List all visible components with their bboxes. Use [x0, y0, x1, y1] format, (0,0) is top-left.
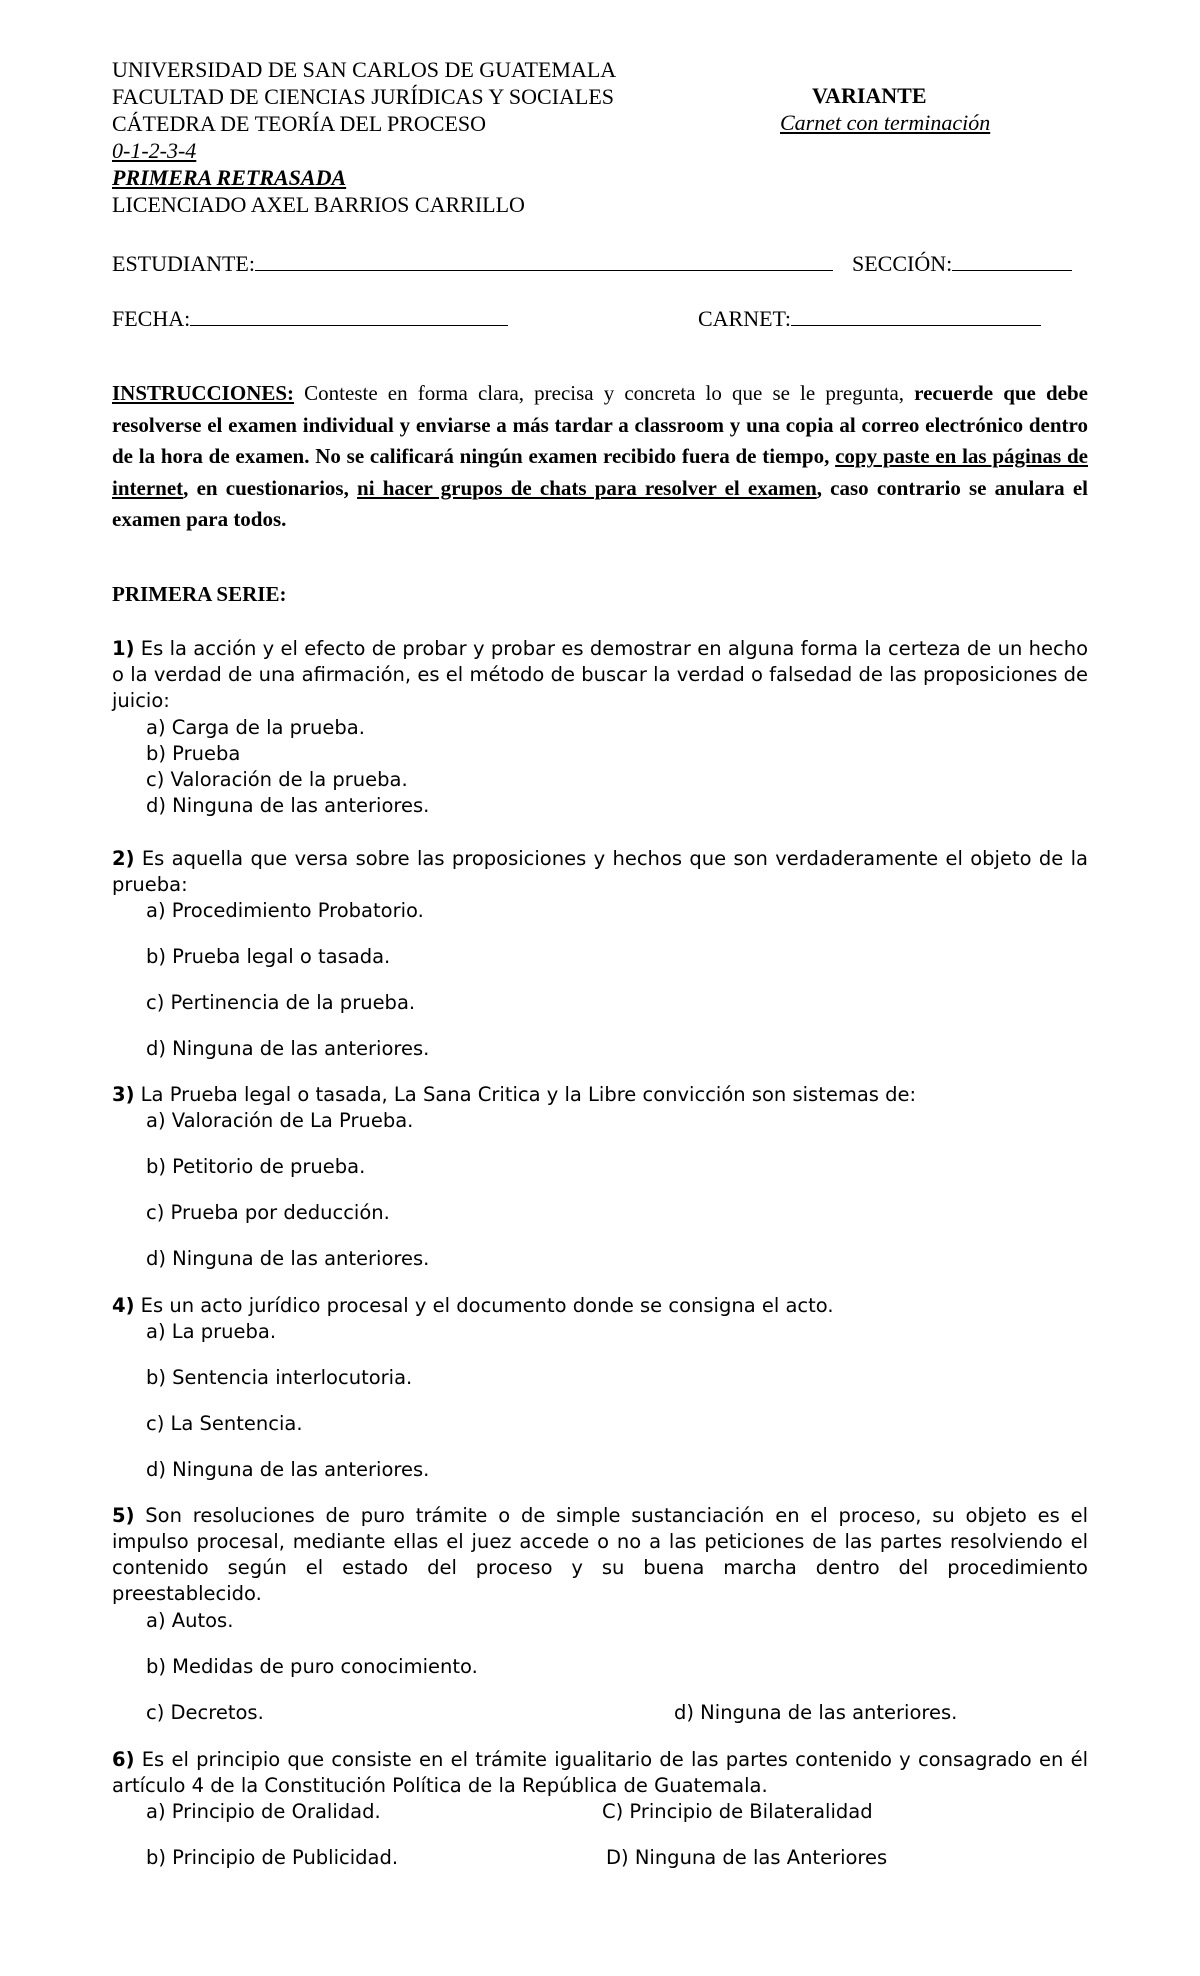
- instructions-text-1: Conteste en forma clara, precisa y concreta lo que se le pregunta,: [294, 381, 915, 405]
- faculty-name: FACULTAD DE CIENCIAS JURÍDICAS Y SOCIALES: [112, 84, 615, 109]
- date-field: [112, 303, 508, 332]
- question-6-option-b[interactable]: b) Principio de Publicidad.: [146, 1846, 399, 1869]
- question-4-option-b[interactable]: b) Sentencia interlocutoria.: [146, 1366, 413, 1389]
- question-1-option-c[interactable]: c) Valoración de la prueba.: [146, 768, 408, 791]
- question-6-body: Es el principio que consiste en el trámite igualitario de las partes contenido y consagrado en él artículo 4 de la Constitución Política de la República de Guatemala.: [112, 1748, 1088, 1797]
- instructions-text-6: , caso contrario se anulara el examen para todos.: [112, 475, 1089, 531]
- question-2-number: 2): [112, 847, 135, 870]
- instructions-paragraph: [112, 378, 1088, 536]
- question-2-option-c[interactable]: c) Pertinencia de la prueba.: [146, 991, 416, 1014]
- question-3-text: [112, 1082, 1088, 1108]
- carnet-input-line[interactable]: [791, 303, 1041, 326]
- question-5-option-c[interactable]: c) Decretos.: [146, 1701, 264, 1724]
- variant-label: VARIANTE: [812, 83, 927, 108]
- question-3-option-d[interactable]: d) Ninguna de las anteriores.: [146, 1247, 430, 1270]
- section-input-line[interactable]: [952, 248, 1072, 271]
- question-2-body: Es aquella que versa sobre las proposiciones y hechos que son verdaderamente el objeto de la prueba:: [112, 847, 1088, 896]
- exam-type: PRIMERA RETRASADA: [112, 165, 347, 190]
- student-input-line[interactable]: [255, 248, 833, 271]
- question-6-option-d[interactable]: D) Ninguna de las Anteriores: [606, 1846, 888, 1869]
- question-2-text: [112, 846, 1088, 898]
- question-1-option-a[interactable]: a) Carga de la prueba.: [146, 716, 365, 739]
- question-2-option-b[interactable]: b) Prueba legal o tasada.: [146, 945, 391, 968]
- question-2-option-d[interactable]: d) Ninguna de las anteriores.: [146, 1037, 430, 1060]
- question-4-body: Es un acto jurídico procesal y el documento donde se consigna el acto.: [134, 1294, 834, 1317]
- student-label: ESTUDIANTE:: [112, 251, 255, 276]
- question-6-text: [112, 1747, 1088, 1799]
- date-input-line[interactable]: [190, 303, 508, 326]
- date-label: FECHA:: [112, 306, 191, 331]
- instructions-text-5: ni hacer grupos de chats para resolver el examen: [357, 475, 817, 500]
- question-3-option-c[interactable]: c) Prueba por deducción.: [146, 1201, 390, 1224]
- question-3-body: La Prueba legal o tasada, La Sana Critica y la Libre convicción son sistemas de:: [134, 1083, 917, 1106]
- instructions-heading: INSTRUCCIONES:: [112, 381, 295, 405]
- instructions-text-4: , en cuestionarios,: [183, 475, 358, 500]
- question-5-option-b[interactable]: b) Medidas de puro conocimiento.: [146, 1655, 478, 1678]
- section-field: [852, 248, 1072, 277]
- instructions-text-3: copy paste en las páginas de internet: [112, 444, 1088, 500]
- question-5-body: Son resoluciones de puro trámite o de simple sustanciación en el proceso, su objeto es el impulso procesal, mediante ellas el juez accede o no a las peticiones de las partes resolviendo el contenido según el estado del proceso y su buena marcha dentro del procedimiento preestablecido.: [112, 1504, 1088, 1605]
- university-name: UNIVERSIDAD DE SAN CARLOS DE GUATEMALA: [112, 57, 617, 82]
- professor-name: LICENCIADO AXEL BARRIOS CARRILLO: [112, 192, 525, 217]
- question-3-option-a[interactable]: a) Valoración de La Prueba.: [146, 1109, 414, 1132]
- question-4-option-d[interactable]: d) Ninguna de las anteriores.: [146, 1458, 430, 1481]
- section-label: SECCIÓN:: [852, 251, 953, 276]
- question-4-text: [112, 1293, 1088, 1319]
- question-3-option-b[interactable]: b) Petitorio de prueba.: [146, 1155, 366, 1178]
- question-1-text: [112, 636, 1088, 714]
- instructions-text-2: recuerde que debe resolverse el examen individual y enviarse a más tardar a classroom y una copia al correo electrónico dentro de la hora de examen. No se calificará ningún examen recibido fuera de tiempo,: [112, 381, 1088, 468]
- question-6-option-c[interactable]: C) Principio de Bilateralidad: [602, 1800, 873, 1823]
- variant-subtitle: Carnet con terminación: [780, 110, 991, 135]
- student-field: [112, 248, 833, 277]
- question-6-number: 6): [112, 1748, 135, 1771]
- question-4-option-a[interactable]: a) La prueba.: [146, 1320, 277, 1343]
- question-4-number: 4): [112, 1294, 135, 1317]
- question-1-option-d[interactable]: d) Ninguna de las anteriores.: [146, 794, 430, 817]
- serie-title: PRIMERA SERIE:: [112, 582, 287, 606]
- question-5-option-a[interactable]: a) Autos.: [146, 1609, 234, 1632]
- question-1-number: 1): [112, 637, 135, 660]
- question-5-text: [112, 1503, 1088, 1607]
- question-4-option-c[interactable]: c) La Sentencia.: [146, 1412, 303, 1435]
- carnet-label: CARNET:: [698, 306, 792, 331]
- question-5-number: 5): [112, 1504, 135, 1527]
- question-1-option-b[interactable]: b) Prueba: [146, 742, 241, 765]
- question-5-option-d[interactable]: d) Ninguna de las anteriores.: [674, 1701, 958, 1724]
- question-2-option-a[interactable]: a) Procedimiento Probatorio.: [146, 899, 424, 922]
- question-3-number: 3): [112, 1083, 135, 1106]
- chair-name: CÁTEDRA DE TEORÍA DEL PROCESO: [112, 111, 487, 136]
- carnet-field: [698, 303, 1041, 332]
- question-6-option-a[interactable]: a) Principio de Oralidad.: [146, 1800, 381, 1823]
- carnet-digits: 0-1-2-3-4: [112, 138, 197, 163]
- question-1-body: Es la acción y el efecto de probar y probar es demostrar en alguna forma la certeza de un hecho o la verdad de una afirmación, es el método de buscar la verdad o falsedad de las proposiciones de juicio:: [112, 637, 1088, 712]
